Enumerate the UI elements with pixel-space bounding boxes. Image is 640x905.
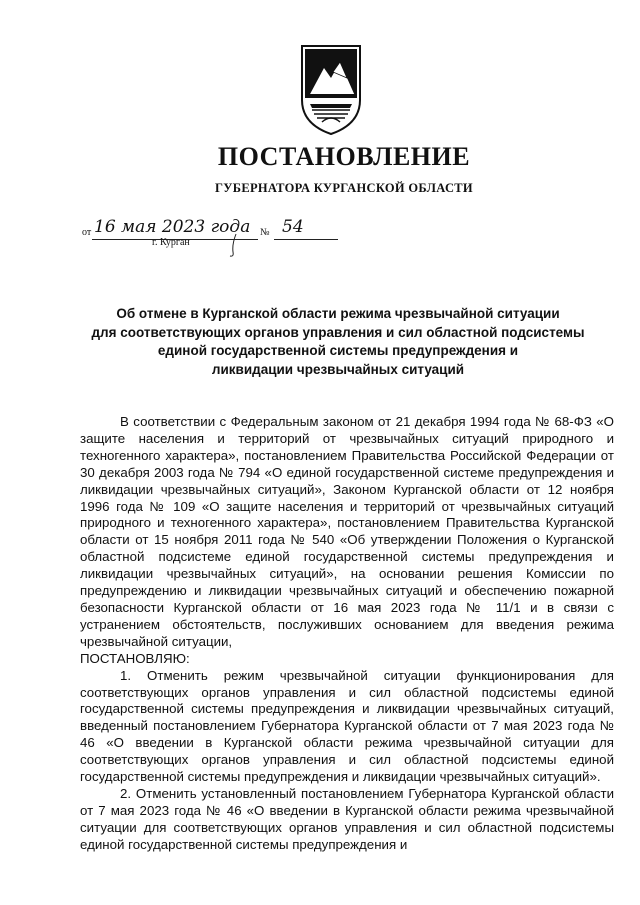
heading-line: Об отмене в Курганской области режима чрезвычайной ситуации	[116, 306, 560, 321]
document-title: ПОСТАНОВЛЕНИЕ	[217, 142, 471, 171]
preamble-paragraph: В соответствии с Федеральным законом от 21 декабря 1994 года № 68-ФЗ «О защите населения и территорий от чрезвычайных ситуаций природного и техногенного характера», постановлением Правительства Российской Федерации от 30 декабря 2003 года № 794 «О единой государственной системе предупреждения и ликвидации чрезвычайных ситуаций», Законом Курганской области от 12 ноября 1996 года № 109 «О защите населения и территорий от чрезвычайных ситуаций природного и техногенного характера», постановлением Правительства Курганской области от 15 ноября 2011 года № 540 «Об утверждении Положения о Курганской областной подсистеме единой государственной системы предупреждения и ликвидации чрезвычайных ситуаций», на основании решения Комиссии по предупреждению и ликвидации чрезвычайных ситуаций и обеспечению пожарной безопасности Курганской области от 16 мая 2023 года № 11/1 и в связи с устранением обстоятельств, послуживших основанием для введения режима чрезвычайной ситуации,	[80, 414, 614, 649]
document-body	[80, 414, 614, 854]
heading-line: единой государственной системы предупреждения и	[157, 343, 519, 358]
number-underline	[274, 239, 338, 240]
item-2-paragraph: 2. Отменить установленный постановлением Губернатора Курганской области от 7 мая 2023 года № 46 «О введении в Курганской области режима чрезвычайной ситуации для соответствующих органов управления и сил областной подсистемы единой государственной системы предупреждения и	[80, 785, 614, 852]
decree-word: ПОСТАНОВЛЯЮ:	[80, 650, 190, 666]
date-value: 16 мая 2023 года	[94, 217, 251, 237]
number-label: №	[260, 227, 270, 238]
heading-line: ликвидации чрезвычайных ситуаций	[211, 361, 465, 377]
coat-of-arms-emblem	[300, 44, 362, 136]
document-subtitle: ГУБЕРНАТОРА КУРГАНСКОЙ ОБЛАСТИ	[215, 181, 473, 195]
number-value: 54	[282, 217, 304, 237]
handwritten-flourish	[226, 232, 242, 258]
city-label: г. Курган	[152, 237, 190, 248]
date-label: от	[82, 227, 92, 238]
document-heading	[60, 305, 616, 379]
item-1-paragraph: 1. Отменить режим чрезвычайной ситуации функционирования для соответствующих органов управления и сил областной подсистемы единой государственной системы предупреждения и ликвидации чрезвычайных ситуаций, введенный постановлением Губернатора Курганской области от 7 мая 2023 года № 46 «О введении в Курганской области режима чрезвычайной ситуации для соответствующих органов управления и сил областной подсистемы единой государственной системы предупреждения и ликвидации чрезвычайных ситуаций».	[80, 667, 614, 785]
heading-line: для соответствующих органов управления и сил областной подсистемы	[91, 324, 585, 340]
